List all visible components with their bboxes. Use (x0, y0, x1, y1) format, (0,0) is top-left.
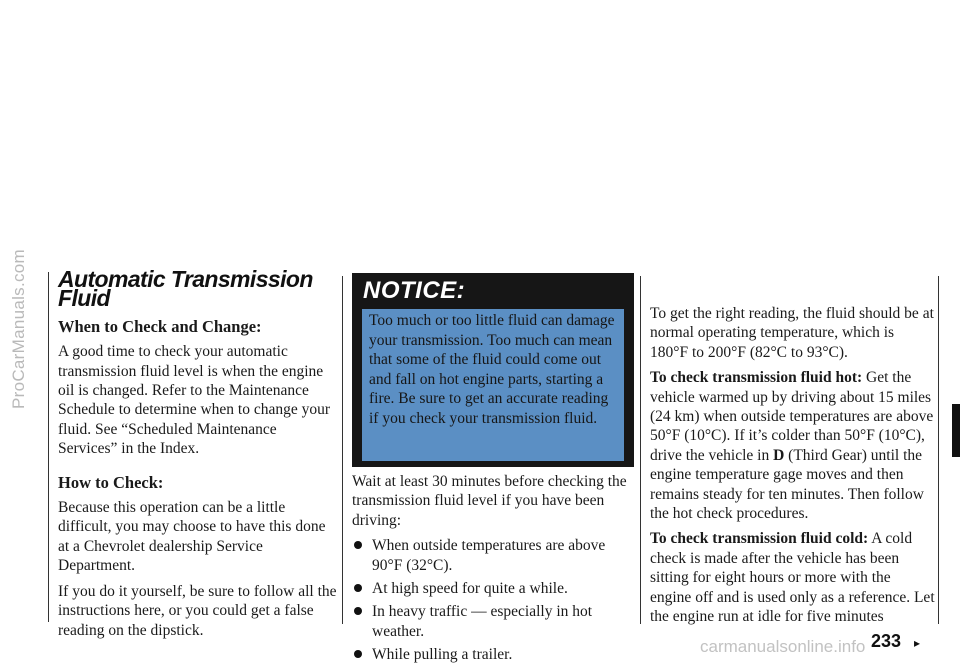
operating-temp-text: To get the right reading, the fluid should be at normal operating temperature, which is 180°F to 200°F (82°C to 93°C). (650, 305, 934, 361)
bullet-icon (354, 650, 362, 658)
when-to-check-text: A good time to check your automatic transmission fluid level is when the engine oil is changed. Refer to the Maintenance Schedule to determine when to change your fluid. See “Scheduled Maintenance Services” in the Index. (58, 343, 331, 458)
bullet-icon (354, 541, 362, 549)
left-column (58, 266, 338, 646)
list-item: At high speed for quite a while. (352, 579, 637, 598)
how-to-check-text-2: If you do it yourself, be sure to follow all the instructions here, or you could get a false reading on the dipstick. (58, 582, 337, 639)
arrow-right-icon: ▸ (914, 636, 921, 650)
how-to-check-text-1: Because this operation can be a little difficult, you may choose to have this done at a Chevrolet dealership Service Department. (58, 499, 326, 575)
notice-text: Too much or too little fluid can damage your transmission. Too much can mean that some of the fluid could come out and fall on hot engine parts, starting a fire. Be sure to get an accurate reading if you check your transmission fluid. (362, 309, 624, 461)
when-to-check-heading: When to Check and Change: (58, 316, 262, 336)
column-rule-middle (342, 276, 343, 624)
notice-heading: NOTICE: (352, 273, 634, 309)
conditions-list (352, 536, 637, 664)
column-rule-center (640, 276, 641, 624)
list-item: In heavy traffic — especially in hot weather. (352, 602, 637, 641)
bullet-icon (354, 584, 362, 592)
column-rule-right (938, 276, 939, 624)
notice-box (352, 309, 634, 467)
how-to-check-heading: How to Check: (58, 472, 164, 492)
right-column (650, 304, 935, 633)
cold-check-paragraph: To check transmission fluid cold: A cold check is made after the vehicle has been sitting for eight hours or more with the engine off and is used only as a reference. Let the engine run at idle for five minutes (650, 530, 935, 626)
section-tab-marker (952, 404, 960, 457)
section-title: Automatic Transmission Fluid (58, 266, 313, 312)
middle-column (352, 472, 637, 669)
hot-check-label: To check transmission fluid hot: (650, 369, 863, 387)
cold-check-label: To check transmission fluid cold: (650, 530, 869, 548)
page-number: 233 (871, 631, 902, 651)
hot-check-paragraph: To check transmission fluid hot: Get the vehicle warmed up by driving about 15 miles (24 km) when outside temperatures are above 50°F (10°C). If it’s colder than 50°F (10°C), drive the vehicle in D (Third Gear) until the engine temperature gage moves and then remains steady for ten minutes. Then follow the hot check procedures. (650, 369, 934, 523)
column-rule-left (48, 272, 49, 622)
list-item: When outside temperatures are above 90°F (32°C). (352, 536, 637, 575)
list-item: While pulling a trailer. (352, 645, 637, 664)
footer-watermark: carmanualsonline.info (700, 637, 866, 656)
side-watermark (2, 0, 36, 657)
side-watermark-text: ProCarManuals.com (9, 248, 29, 409)
wait-text: Wait at least 30 minutes before checking the transmission fluid level if you have been driving: (352, 473, 627, 529)
bullet-icon (354, 607, 362, 615)
drive-gear-label: D (773, 446, 785, 464)
